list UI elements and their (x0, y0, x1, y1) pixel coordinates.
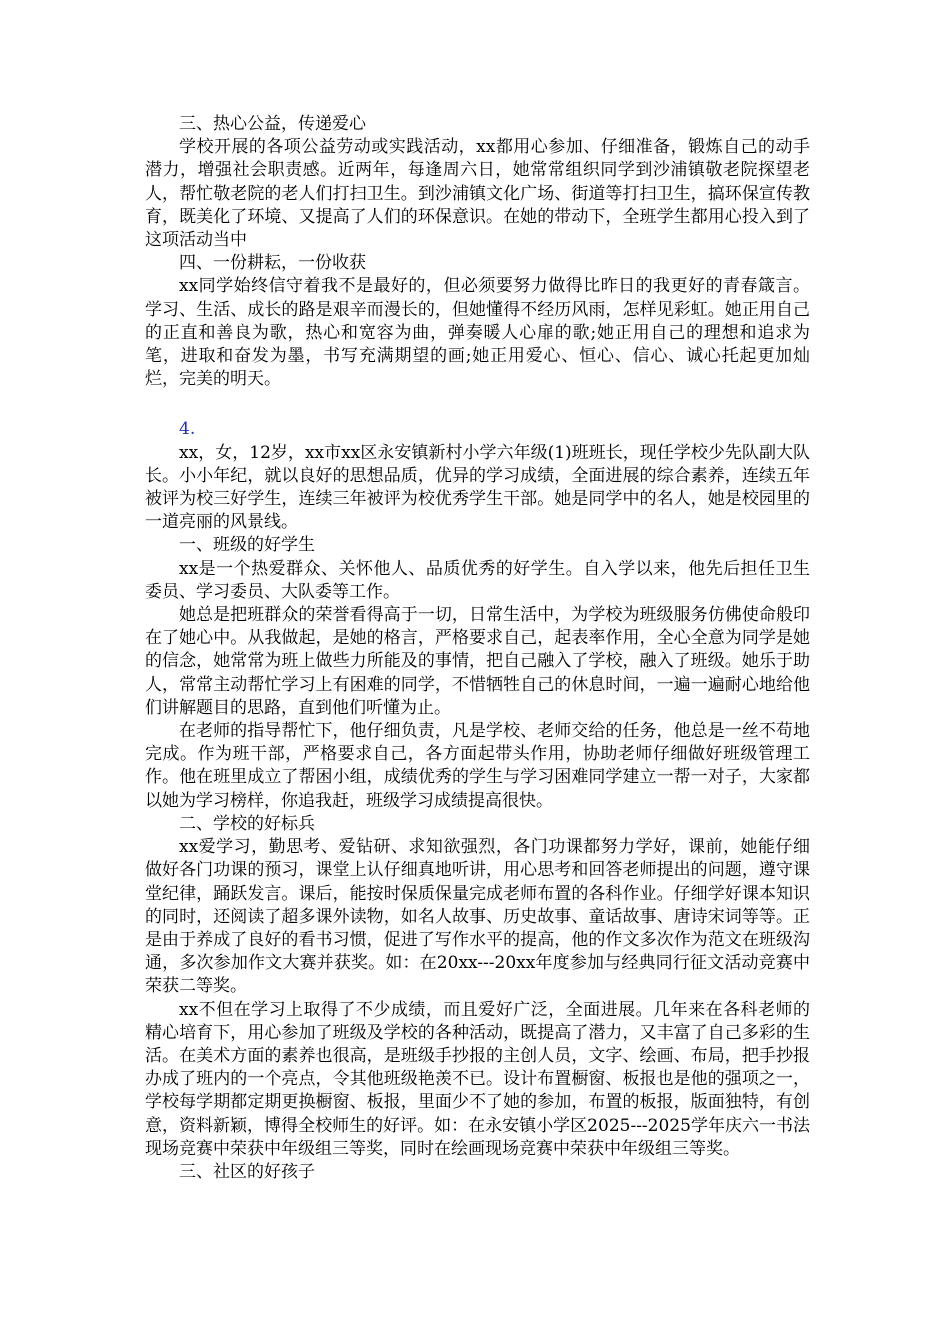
paragraph: xx是一个热爱群众、关怀他人、品质优秀的好学生。自入学以来，他先后担任卫生委员、学习委员、大队委等工作。 (145, 558, 810, 602)
section-heading-public-welfare: 三、热心公益，传递爱心 (179, 114, 366, 134)
item-number: 4. (179, 419, 196, 440)
paragraph: xx同学始终信守着我不是最好的，但必须要努力做得比昨日的我更好的青春箴言。学习、生活、成长的路是艰辛而漫长的，但她懂得不经历风雨，怎样见彩虹。她正用自己的正直和善良为歌，热心和宽容为曲，弹奏暖人心扉的歌;她正用自己的理想和追求为笔，进取和奋发为墨，书写充满期望的画;她正用爱心、恒心、信心、诚心托起更加灿烂，完美的明天。 (145, 276, 810, 390)
paragraph: 学校开展的各项公益劳动或实践活动，xx都用心参加、仔细准备，锻炼自己的动手潜力，增强社会职责感。近两年，每逢周六日，她常常组织同学到沙浦镇敬老院探望老人，帮忙敬老院的老人们打扫卫生。到沙浦镇文化广场、街道等打扫卫生，搞环保宣传教育，既美化了环境、又提高了人们的环保意识。在她的带动下，全班学生都用心投入到了这项活动当中 (145, 137, 810, 251)
spacer (145, 391, 810, 418)
section-heading-class-student: 一、班级的好学生 (179, 535, 315, 556)
paragraph: 在老师的指导帮忙下，他仔细负责，凡是学校、老师交给的任务，他总是一丝不苟地完成。作为班干部，严格要求自己，各方面起带头作用，协助老师仔细做好班级管理工作。他在班里成立了帮困小组，成绩优秀的学生与学习困难同学建立一帮一对子，大家都以她为学习榜样，你追我赶，班级学习成绩提高很快。 (145, 721, 810, 811)
section-heading-community-child: 三、社区的好孩子 (179, 1161, 315, 1182)
paragraph: xx不但在学习上取得了不少成绩，而且爱好广泛，全面进展。几年来在各科老师的精心培育下，用心参加了班级及学校的各种活动，既提高了潜力，又丰富了自己多彩的生活。在美术方面的素养也很高，是班级手抄报的主创人员，文字、绘画、布局，把手抄报办成了班内的一个亮点，令其他班级艳羡不已。设计布置橱窗、板报也是他的强项之一，学校每学期都定期更换橱窗、板报，里面少不了她的参加，布置的板报，版面独特，有创意，资料新颖，博得全校师生的好评。如：在永安镇小学区2025---2025学年庆六一书法现场竞赛中荣获中年级组三等奖，同时在绘画现场竞赛中荣获中年级组三等奖。 (145, 999, 810, 1159)
paragraph: xx，女，12岁，xx市xx区永安镇新村小学六年级(1)班班长，现任学校少先队副大队长。小小年纪，就以良好的思想品质，优异的学习成绩，全面进展的综合素养，连续五年被评为校三好学生，连续三年被评为校优秀学生干部。她是同学中的名人，她是校园里的一道亮丽的风景线。 (145, 442, 810, 533)
section-heading-harvest: 四、一份耕耘，一份收获 (179, 253, 366, 274)
paragraph: xx爱学习，勤思考、爱钻研、求知欲强烈，各门功课都努力学好，课前，她能仔细做好各门功课的预习，课堂上认仔细真地听讲，用心思考和回答老师提出的问题，遵守课堂纪律，踊跃发言。课后，能按时保质保量完成老师布置的各科作业。仔细学好课本知识的同时，还阅读了超多课外读物，如名人故事、历史故事、童话故事、唐诗宋词等等。正是由于养成了良好的看书习惯，促进了写作水平的提高，他的作文多次作为范文在班级沟通，多次参加作文大赛并获奖。如：在20xx---20xx年度参加与经典同行征文活动竞赛中荣获二等奖。 (145, 837, 810, 997)
paragraph: 她总是把班群众的荣誉看得高于一切，日常生活中，为学校为班级服务仿佛使命般印在了她心中。从我做起，是她的格言，严格要求自己，起表率作用，全心全意为同学是她的信念，她常常为班上做些力所能及的事情，把自己融入了学校，融入了班级。她乐于助人，常常主动帮忙学习上有困难的同学，不惜牺牲自己的休息时间，一遍一遍耐心地给他们讲解题目的思路，直到他们听懂为止。 (145, 605, 810, 718)
document-page (145, 113, 810, 1184)
section-heading-school-model: 二、学校的好标兵 (179, 813, 315, 834)
